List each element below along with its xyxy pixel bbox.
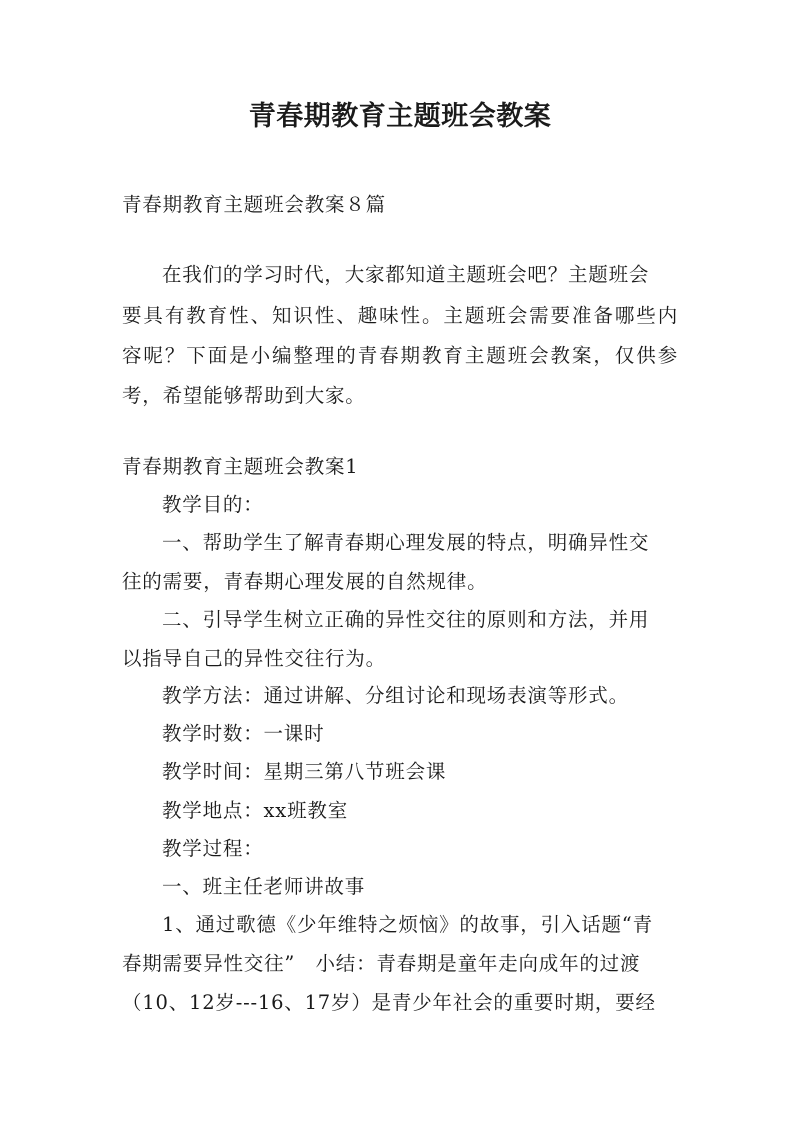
intro-line-1: 在我们的学习时代，大家都知道主题班会吧？主题班会 bbox=[162, 263, 650, 286]
body-line-1: 教学目的： bbox=[162, 493, 264, 516]
body-line-5: 以指导自己的异性交往行为。 bbox=[122, 647, 386, 670]
section-heading: 青春期教育主题班会教案1 bbox=[122, 455, 359, 478]
document-subtitle: 青春期教育主题班会教案８篇 bbox=[122, 193, 386, 216]
body-line-10: 教学过程： bbox=[162, 837, 264, 860]
document-title: 青春期教育主题班会教案 bbox=[248, 101, 552, 132]
body-line-14: （10、12岁---16、17岁）是青少年社会的重要时期，要经 bbox=[122, 991, 656, 1014]
intro-line-2: 要具有教育性、知识性、趣味性。主题班会需要准备哪些内 bbox=[122, 304, 678, 327]
body-line-4: 二、引导学生树立正确的异性交往的原则和方法，并用 bbox=[162, 608, 650, 631]
intro-line-4: 考，希望能够帮助到大家。 bbox=[122, 384, 366, 407]
body-line-13: 春期需要异性交往” 小结：青春期是童年走向成年的过渡 bbox=[122, 952, 641, 975]
body-line-3: 往的需要，青春期心理发展的自然规律。 bbox=[122, 570, 488, 593]
body-line-9: 教学地点：xx班教室 bbox=[162, 799, 348, 822]
body-line-7: 教学时数：一课时 bbox=[162, 722, 325, 745]
body-line-2: 一、帮助学生了解青春期心理发展的特点，明确异性交 bbox=[162, 531, 650, 554]
body-line-6: 教学方法：通过讲解、分组讨论和现场表演等形式。 bbox=[162, 684, 629, 707]
body-line-12: 1、通过歌德《少年维特之烦恼》的故事，引入话题“青 bbox=[162, 913, 653, 936]
body-line-8: 教学时间：星期三第八节班会课 bbox=[162, 760, 447, 783]
body-line-11: 一、班主任老师讲故事 bbox=[162, 875, 366, 898]
intro-line-3: 容呢？下面是小编整理的青春期教育主题班会教案，仅供参 bbox=[122, 344, 678, 367]
